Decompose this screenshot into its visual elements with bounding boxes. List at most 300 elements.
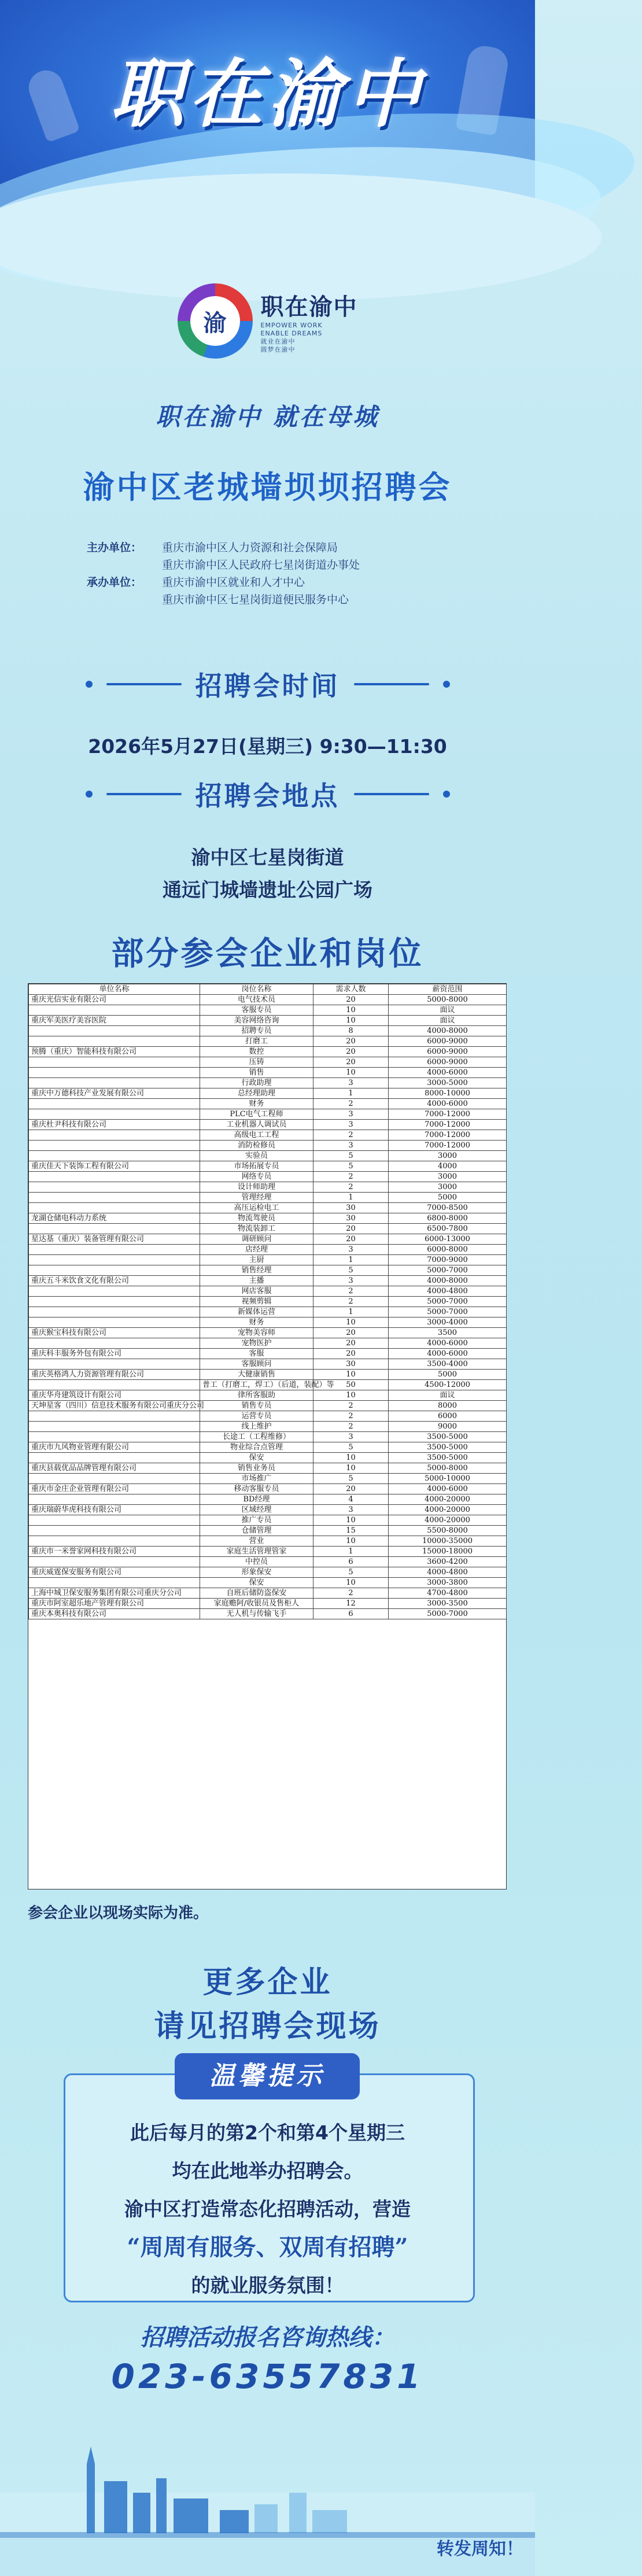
table-row (29, 995, 507, 1005)
company-cell: 重庆本奥科技有限公司 (29, 1609, 200, 1619)
salary-cell: 4500-12000 (389, 1380, 507, 1390)
company-cell: 龙湖仓储电科动力系统 (29, 1213, 200, 1224)
position-cell: 压铸 (200, 1057, 313, 1068)
count-cell: 3 (313, 1120, 389, 1130)
top-banner (0, 0, 535, 231)
company-cell: 重庆中万德科技产业发展有限公司 (29, 1088, 200, 1099)
position-cell: 销售经理 (200, 1265, 313, 1276)
salary-cell: 6000 (389, 1411, 507, 1422)
company-cell (29, 1557, 200, 1567)
company-cell (29, 1526, 200, 1536)
table-row (29, 1567, 507, 1578)
position-cell: 行政助理 (200, 1078, 313, 1088)
table-row (29, 1224, 507, 1234)
table-row (29, 1442, 507, 1453)
salary-cell: 3500-5000 (389, 1432, 507, 1442)
salary-cell: 6000-9000 (389, 1057, 507, 1068)
undertake-2: 重庆市渝中区七星岗街道便民服务中心 (162, 593, 349, 606)
tips-line3: 渝中区打造常态化招聘活动，营造 (124, 2198, 411, 2220)
count-cell: 20 (313, 1328, 389, 1338)
position-cell: 宠物医护 (200, 1338, 313, 1349)
salary-cell: 5000-10000 (389, 1474, 507, 1484)
position-cell: 宠物美容师 (200, 1328, 313, 1338)
salary-cell: 3000-4000 (389, 1317, 507, 1328)
count-cell: 20 (313, 1349, 389, 1359)
count-cell: 2 (313, 1588, 389, 1599)
count-cell: 2 (313, 1130, 389, 1141)
salary-cell: 6000-8000 (389, 1245, 507, 1255)
count-cell: 1 (313, 1255, 389, 1265)
position-cell: 运营专员 (200, 1411, 313, 1422)
count-cell: 10 (313, 1515, 389, 1526)
host-1: 重庆市渝中区人力资源和社会保障局 (162, 541, 338, 554)
position-cell: 律所客服助 (200, 1390, 313, 1401)
col-header-position: 岗位名称 (200, 984, 313, 995)
table-row (29, 1026, 507, 1036)
company-cell (29, 1422, 200, 1432)
company-cell (29, 1515, 200, 1526)
salary-cell: 面议 (389, 1005, 507, 1016)
salary-cell: 面议 (389, 1016, 507, 1026)
table-row (29, 1359, 507, 1370)
company-cell: 重庆市一米誉家网科技有限公司 (29, 1547, 200, 1557)
table-row (29, 1036, 507, 1047)
table-row (29, 1578, 507, 1588)
count-cell: 1 (313, 1193, 389, 1203)
table-row (29, 1599, 507, 1609)
count-cell: 2 (313, 1172, 389, 1182)
place-section-header (0, 775, 535, 813)
salary-cell: 4000-8000 (389, 1026, 507, 1036)
participants-note: 参会企业以现场实际为准。 (28, 1905, 209, 1922)
company-cell (29, 1317, 200, 1328)
count-cell: 10 (313, 1370, 389, 1380)
count-cell: 2 (313, 1297, 389, 1307)
count-cell: 2 (313, 1411, 389, 1422)
host-2: 重庆市渝中区人民政府七星岗街道办事处 (162, 559, 360, 571)
position-cell: 主厨 (200, 1255, 313, 1265)
company-cell (29, 1380, 200, 1390)
time-section-title: 招聘会时间 (195, 670, 340, 702)
count-cell: 20 (313, 995, 389, 1005)
table-row (29, 1057, 507, 1068)
salary-cell: 3000 (389, 1182, 507, 1193)
salary-cell: 15000-18000 (389, 1547, 507, 1557)
hotline-number[interactable]: 023-63557831 (111, 2357, 424, 2396)
company-cell (29, 1078, 200, 1088)
salary-cell: 8000-10000 (389, 1088, 507, 1099)
table-row (29, 1505, 507, 1515)
salary-cell: 6000-9000 (389, 1047, 507, 1057)
slogan: 职在渝中 就在母城 (156, 403, 379, 431)
company-cell (29, 1411, 200, 1422)
salary-cell: 4000-20000 (389, 1505, 507, 1515)
position-cell: 销售业务员 (200, 1463, 313, 1474)
more-line1: 更多企业 (202, 1965, 333, 2000)
table-row (29, 1422, 507, 1432)
position-cell: 形象保安 (200, 1567, 313, 1578)
position-cell: 主播 (200, 1276, 313, 1286)
position-cell: 客服 (200, 1349, 313, 1359)
table-row (29, 1016, 507, 1026)
tips-line4: “周周有服务、双周有招聘” (127, 2234, 408, 2261)
company-cell: 重庆科丰服务外包有限公司 (29, 1349, 200, 1359)
salary-cell: 7000-12000 (389, 1141, 507, 1151)
position-cell: 店经理 (200, 1245, 313, 1255)
position-cell: 新媒体运营 (200, 1307, 313, 1317)
tips-line2: 均在此地举办招聘会。 (172, 2160, 363, 2182)
salary-cell: 7000-12000 (389, 1120, 507, 1130)
table-row (29, 1474, 507, 1484)
company-cell: 重庆市九风物业管理有限公司 (29, 1442, 200, 1453)
company-cell (29, 1057, 200, 1068)
salary-cell: 4700-4800 (389, 1588, 507, 1599)
table-row (29, 1536, 507, 1547)
count-cell: 3 (313, 1505, 389, 1515)
salary-cell: 5000 (389, 1370, 507, 1380)
position-cell: 长途工（工程维修） (200, 1432, 313, 1442)
count-cell: 10 (313, 1453, 389, 1463)
count-cell: 20 (313, 1036, 389, 1047)
position-cell: 财务 (200, 1317, 313, 1328)
count-cell: 1 (313, 1088, 389, 1099)
salary-cell: 4000-6000 (389, 1349, 507, 1359)
fair-title: 渝中区老城墙坝坝招聘会 (83, 469, 452, 505)
position-cell: 推广专员 (200, 1515, 313, 1526)
salary-cell: 3500-4000 (389, 1359, 507, 1370)
col-header-company: 单位名称 (29, 984, 200, 995)
count-cell: 1 (313, 1547, 389, 1557)
table-row (29, 1286, 507, 1297)
company-cell (29, 1494, 200, 1505)
position-cell: 总经理助理 (200, 1088, 313, 1099)
company-cell (29, 1453, 200, 1463)
undertake-1: 重庆市渝中区就业和人才中心 (162, 576, 305, 589)
company-cell (29, 1297, 200, 1307)
position-cell: 电气技术员 (200, 995, 313, 1005)
salary-cell: 6000-9000 (389, 1036, 507, 1047)
position-cell: 高压运检电工 (200, 1203, 313, 1213)
count-cell: 3 (313, 1141, 389, 1151)
logo-title: 职在渝中 (260, 293, 358, 320)
position-cell: 高级电工工程 (200, 1130, 313, 1141)
position-cell: 客服顾问 (200, 1359, 313, 1370)
table-row (29, 1005, 507, 1016)
company-cell (29, 1265, 200, 1276)
position-cell: 销售专员 (200, 1401, 313, 1411)
table-row (29, 1141, 507, 1151)
position-cell: 财务 (200, 1099, 313, 1109)
table-row (29, 1047, 507, 1057)
count-cell: 2 (313, 1401, 389, 1411)
table-row (29, 1109, 507, 1120)
position-cell: 无人机与传输飞手 (200, 1609, 313, 1619)
position-cell: 物业综合点管理 (200, 1442, 313, 1453)
count-cell: 20 (313, 1224, 389, 1234)
position-cell: 销售 (200, 1068, 313, 1078)
salary-cell: 5000-7000 (389, 1265, 507, 1276)
table-row (29, 1265, 507, 1276)
position-cell: 管理经理 (200, 1193, 313, 1203)
count-cell: 10 (313, 1317, 389, 1328)
salary-cell: 4000-20000 (389, 1494, 507, 1505)
table-row (29, 1411, 507, 1422)
position-cell: 大健康销售 (200, 1370, 313, 1380)
jobs-table-container (28, 983, 507, 1889)
salary-cell: 3500 (389, 1328, 507, 1338)
company-cell (29, 1474, 200, 1484)
count-cell: 2 (313, 1182, 389, 1193)
position-cell: 物流驾驶员 (200, 1213, 313, 1224)
position-cell: 设计师助理 (200, 1182, 313, 1193)
table-row (29, 1328, 507, 1338)
company-cell: 重庆市金庄企业管理有限公司 (29, 1484, 200, 1494)
count-cell: 20 (313, 1234, 389, 1245)
position-cell: 保安 (200, 1453, 313, 1463)
count-cell: 2 (313, 1099, 389, 1109)
position-cell: 营业 (200, 1536, 313, 1547)
company-cell (29, 1578, 200, 1588)
position-cell: 实验员 (200, 1151, 313, 1161)
position-cell: 市场推广 (200, 1474, 313, 1484)
company-cell (29, 1130, 200, 1141)
position-cell: 保安 (200, 1578, 313, 1588)
salary-cell: 5000-7000 (389, 1609, 507, 1619)
salary-cell: 5500-8000 (389, 1526, 507, 1536)
salary-cell: 4000 (389, 1161, 507, 1172)
company-cell (29, 1432, 200, 1442)
table-row (29, 1255, 507, 1265)
salary-cell: 4000-20000 (389, 1515, 507, 1526)
place-section-title: 招聘会地点 (195, 780, 340, 811)
count-cell: 20 (313, 1047, 389, 1057)
position-cell: 客服专员 (200, 1005, 313, 1016)
company-cell (29, 1307, 200, 1317)
count-cell: 5 (313, 1161, 389, 1172)
salary-cell: 3000 (389, 1151, 507, 1161)
count-cell: 5 (313, 1442, 389, 1453)
table-row (29, 1088, 507, 1099)
position-cell: 家庭赡阿/收银员及售柜人 (200, 1599, 313, 1609)
position-cell: 自班后储防盗保安 (200, 1588, 313, 1599)
company-cell: 预腾（重庆）智能科技有限公司 (29, 1047, 200, 1057)
table-row (29, 1338, 507, 1349)
company-cell (29, 1536, 200, 1547)
company-cell (29, 1151, 200, 1161)
table-row (29, 1172, 507, 1182)
banner-title: 职在渝中 (110, 51, 425, 138)
count-cell: 20 (313, 1338, 389, 1349)
salary-cell: 6500-7800 (389, 1224, 507, 1234)
table-row (29, 1317, 507, 1328)
table-row (29, 1307, 507, 1317)
tips-line1: 此后每月的第2个和第4个星期三 (130, 2121, 405, 2144)
count-cell: 3 (313, 1109, 389, 1120)
table-row (29, 1161, 507, 1172)
salary-cell: 3500-5000 (389, 1442, 507, 1453)
company-cell: 重庆五斗米饮食文化有限公司 (29, 1276, 200, 1286)
tips-title: 温馨提示 (175, 2053, 360, 2099)
count-cell: 3 (313, 1432, 389, 1442)
position-cell: 美容网络咨询 (200, 1016, 313, 1026)
organizers (87, 539, 492, 608)
count-cell: 5 (313, 1265, 389, 1276)
company-cell (29, 1338, 200, 1349)
table-row (29, 1078, 507, 1088)
col-header-salary: 薪资范围 (389, 984, 507, 995)
count-cell: 4 (313, 1494, 389, 1505)
company-cell (29, 1255, 200, 1265)
salary-cell: 5000-7000 (389, 1307, 507, 1317)
position-cell: 普工（打磨工，焊工）（后道，装配）等 (200, 1380, 313, 1390)
salary-cell: 4000-4800 (389, 1286, 507, 1297)
table-row (29, 1463, 507, 1474)
count-cell: 3 (313, 1276, 389, 1286)
position-cell: 视频剪辑 (200, 1297, 313, 1307)
position-cell: 网店客服 (200, 1286, 313, 1297)
salary-cell: 4000-6000 (389, 1338, 507, 1349)
salary-cell: 4000-4800 (389, 1567, 507, 1578)
salary-cell: 4000-6000 (389, 1484, 507, 1494)
logo-emblem-icon: 渝 (178, 283, 253, 359)
position-cell: 工业机器人调试员 (200, 1120, 313, 1130)
count-cell: 6 (313, 1609, 389, 1619)
share-text: 转发周知！ (437, 2539, 523, 2559)
logo (0, 283, 535, 359)
company-cell (29, 1109, 200, 1120)
count-cell: 10 (313, 1536, 389, 1547)
count-cell: 5 (313, 1151, 389, 1161)
table-row (29, 1193, 507, 1203)
tips-text (64, 2114, 471, 2305)
table-row (29, 1234, 507, 1245)
count-cell: 30 (313, 1213, 389, 1224)
company-cell (29, 1286, 200, 1297)
position-cell: 打磨工 (200, 1036, 313, 1047)
company-cell (29, 1182, 200, 1193)
table-row (29, 1068, 507, 1078)
table-row (29, 1526, 507, 1536)
position-cell: BD经理 (200, 1494, 313, 1505)
salary-cell: 7000-12000 (389, 1130, 507, 1141)
company-cell: 重庆佳天下装饰工程有限公司 (29, 1161, 200, 1172)
salary-cell: 6000-13000 (389, 1234, 507, 1245)
table-row (29, 1276, 507, 1286)
company-cell: 重庆英格鸿人力资源管理有限公司 (29, 1370, 200, 1380)
company-cell (29, 1224, 200, 1234)
position-cell: 数控 (200, 1047, 313, 1057)
tips-line5: 的就业服务氛围！ (191, 2274, 344, 2297)
position-cell: 消防检修员 (200, 1141, 313, 1151)
salary-cell: 5000-7000 (389, 1297, 507, 1307)
company-cell (29, 1005, 200, 1016)
company-cell: 重庆猴宝科技有限公司 (29, 1328, 200, 1338)
count-cell: 10 (313, 1390, 389, 1401)
salary-cell: 8000 (389, 1401, 507, 1411)
count-cell: 10 (313, 1068, 389, 1078)
table-row (29, 1380, 507, 1390)
company-cell (29, 1193, 200, 1203)
count-cell: 3 (313, 1078, 389, 1088)
more-companies (0, 1961, 535, 2049)
count-cell: 1 (313, 1307, 389, 1317)
salary-cell: 3000-3800 (389, 1578, 507, 1588)
position-cell: 线上维护 (200, 1422, 313, 1432)
position-cell: 网络专员 (200, 1172, 313, 1182)
logo-en2: ENABLE DREAMS (260, 329, 323, 337)
company-cell: 重庆瑞蔚华虎科技有限公司 (29, 1505, 200, 1515)
salary-cell: 3500-5000 (389, 1453, 507, 1463)
company-cell: 重庆华舟建筑设计有限公司 (29, 1390, 200, 1401)
company-cell: 重庆杜尹科技有限公司 (29, 1120, 200, 1130)
table-row (29, 1547, 507, 1557)
count-cell: 30 (313, 1359, 389, 1370)
table-row (29, 1370, 507, 1380)
more-line2: 请见招聘会现场 (154, 2009, 381, 2044)
count-cell: 50 (313, 1380, 389, 1390)
salary-cell: 3000-5000 (389, 1078, 507, 1088)
salary-cell: 7000-9000 (389, 1255, 507, 1265)
company-cell: 星达基（重庆）装备管理有限公司 (29, 1234, 200, 1245)
position-cell: 调研顾问 (200, 1234, 313, 1245)
company-cell (29, 1026, 200, 1036)
count-cell: 20 (313, 1484, 389, 1494)
company-cell (29, 1141, 200, 1151)
table-row (29, 1390, 507, 1401)
count-cell: 20 (313, 1057, 389, 1068)
company-cell: 重庆光信实业有限公司 (29, 995, 200, 1005)
count-cell: 5 (313, 1567, 389, 1578)
salary-cell: 3000 (389, 1172, 507, 1182)
position-cell: 市场拓展专员 (200, 1161, 313, 1172)
company-cell (29, 1245, 200, 1255)
company-cell (29, 1099, 200, 1109)
company-cell: 重庆威霆保安服务有限公司 (29, 1567, 200, 1578)
count-cell: 8 (313, 1026, 389, 1036)
salary-cell: 3600-4200 (389, 1557, 507, 1567)
salary-cell: 4000-6000 (389, 1068, 507, 1078)
table-row (29, 1453, 507, 1463)
count-cell: 10 (313, 1005, 389, 1016)
table-row (29, 1203, 507, 1213)
hotline-label: 招聘活动报名咨询热线： (140, 2324, 395, 2351)
companies-title: 部分参会企业和岗位 (111, 935, 424, 973)
count-cell: 12 (313, 1599, 389, 1609)
salary-cell: 9000 (389, 1422, 507, 1432)
table-row (29, 1494, 507, 1505)
table-header-row (29, 984, 507, 995)
table-row (29, 1130, 507, 1141)
salary-cell: 3000-3500 (389, 1599, 507, 1609)
salary-cell: 10000-35000 (389, 1536, 507, 1547)
company-cell: 重庆市阿室超乐地产管理有限公司 (29, 1599, 200, 1609)
table-row (29, 1609, 507, 1619)
salary-cell: 7000-12000 (389, 1109, 507, 1120)
position-cell: 移动客服专员 (200, 1484, 313, 1494)
count-cell: 5 (313, 1474, 389, 1484)
col-header-count: 需求人数 (313, 984, 389, 995)
logo-en1: EMPOWER WORK (260, 321, 323, 329)
company-cell (29, 1172, 200, 1182)
salary-cell: 6800-8000 (389, 1213, 507, 1224)
table-row (29, 1484, 507, 1494)
position-cell: 家庭生活管理管家 (200, 1547, 313, 1557)
count-cell: 6 (313, 1557, 389, 1567)
table-row (29, 1588, 507, 1599)
table-row (29, 1099, 507, 1109)
company-cell (29, 1036, 200, 1047)
logo-en3: 就业在渝中 (260, 337, 296, 345)
